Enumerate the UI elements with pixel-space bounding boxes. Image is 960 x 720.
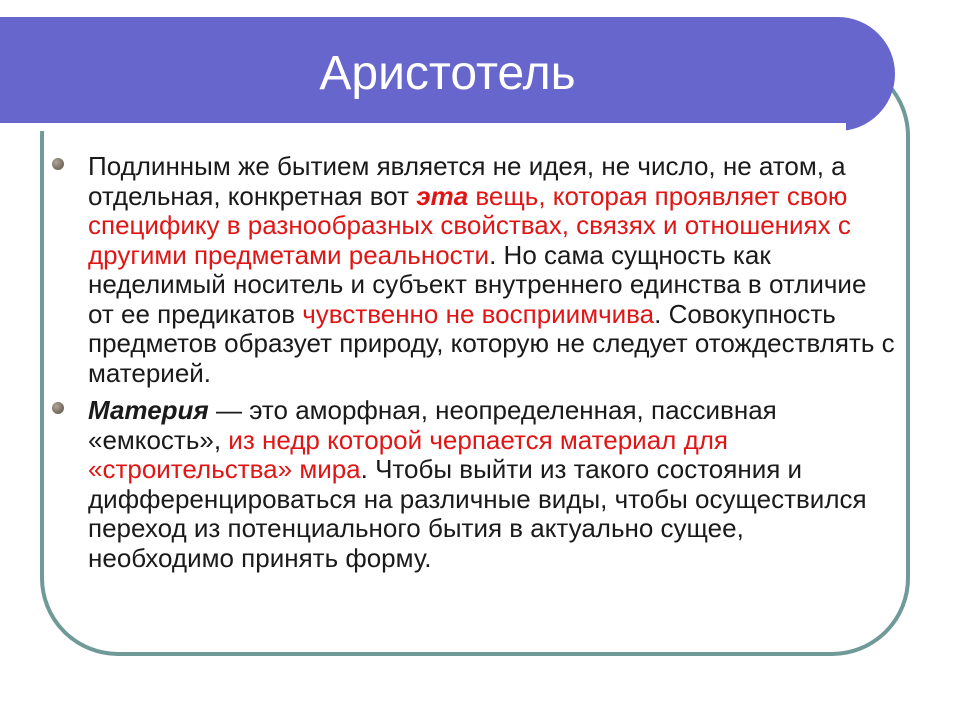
p1-text-1: Подлинным же бытием является не идея, не число, не атом, а отдельная, конкретная вот bbox=[88, 151, 846, 211]
p1-emphasis-this: эта bbox=[416, 180, 469, 211]
bullet-icon bbox=[52, 158, 64, 170]
bullet-paragraph-1 bbox=[88, 152, 896, 388]
p2-term-matter: Материя bbox=[88, 395, 209, 425]
p2-text-1: — это аморфная, неопределенная, пассивная «емкость», bbox=[88, 395, 777, 455]
bullet-paragraph-2 bbox=[88, 396, 896, 573]
slide-title: Аристотель bbox=[319, 47, 576, 100]
p2-highlight-1: из недр которой черпается материал для «строительства» мира bbox=[88, 424, 728, 484]
bullet-icon bbox=[52, 402, 64, 414]
p2-text-2: . Чтобы выйти из такого состояния и дифференцироваться на различные виды, чтобы осуществился переход из потенциального бытия в актуально сущее, необходимо принять форму. bbox=[88, 454, 867, 573]
p1-text-2: . Но сама сущность как неделимый носитель и субъект внутреннего единства в отличие от ее предикатов bbox=[88, 239, 867, 329]
p1-text-3: . Совокупность предметов образует природу, которую не следует отождествлять с материей. bbox=[88, 298, 895, 388]
slide-content bbox=[88, 152, 896, 581]
p1-highlight-1: вещь, которая проявляет свою специфику в разнообразных свойствах, связях и отношениях с другими предметами реальности bbox=[88, 180, 851, 270]
p1-highlight-2: чувственно не восприимчива bbox=[302, 298, 655, 329]
